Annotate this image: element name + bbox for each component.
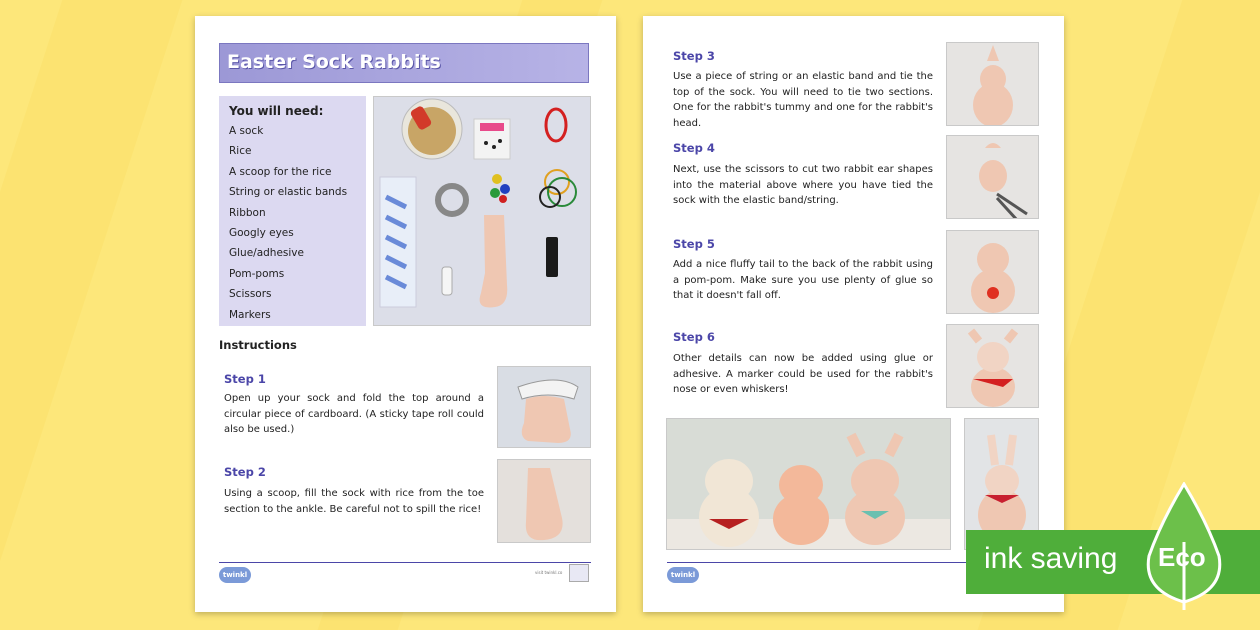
page-title: Easter Sock Rabbits xyxy=(227,51,441,73)
step-6-photo xyxy=(946,324,1039,408)
twinkl-logo: twinkl xyxy=(667,567,699,583)
materials-heading: You will need: xyxy=(229,104,324,118)
step-6-text: Other details can now be added using glue or adhesive. A marker could be used for the rabbit's nose or even whiskers! xyxy=(673,353,933,395)
instructions-heading: Instructions xyxy=(219,338,297,352)
step-6-title: Step 6 xyxy=(673,330,715,344)
step-4-title: Step 4 xyxy=(673,141,715,155)
step-5-title: Step 5 xyxy=(673,237,715,251)
step-1-text: Open up your sock and fold the top around a circular piece of cardboard. (A sticky tape roll could also be used.) xyxy=(224,393,484,435)
supplies-photo xyxy=(373,96,591,326)
mini-badge-icon xyxy=(569,564,589,582)
rabbits-group-photo xyxy=(666,418,951,550)
list-item: Pom-poms xyxy=(229,267,285,280)
document-page-left xyxy=(195,16,616,612)
twinkl-logo: twinkl xyxy=(219,567,251,583)
step-4-text: Next, use the scissors to cut two rabbit ear shapes into the material above where you have tied the sock with the elastic band/string. xyxy=(673,164,933,206)
step-3-text: Use a piece of string or an elastic band and tie the top of the sock. You will need to tie two sections. One for the rabbit's tummy and one for the rabbit's head. xyxy=(673,71,933,129)
list-item: Markers xyxy=(229,308,271,321)
eco-label: Eco xyxy=(1158,542,1206,572)
step-3-photo xyxy=(946,42,1039,126)
list-item: Glue/adhesive xyxy=(229,247,304,260)
step-2-photo xyxy=(497,459,591,543)
footer-divider xyxy=(219,562,591,563)
step-2-text: Using a scoop, fill the sock with rice from the toe section to the ankle. Be careful not to spill the rice! xyxy=(224,488,484,515)
list-item: A sock xyxy=(229,125,264,137)
step-2-title: Step 2 xyxy=(224,465,266,479)
background-stripe xyxy=(0,0,182,630)
document-page-right xyxy=(643,16,1064,612)
list-item: Ribbon xyxy=(229,206,266,219)
visit-text: visit twinkl.co xyxy=(535,570,563,575)
step-5-text: Add a nice fluffy tail to the back of the rabbit using a pom-pom. Make sure you use plenty of glue so that it doesn't fall off. xyxy=(673,259,933,301)
list-item: String or elastic bands xyxy=(229,186,348,199)
list-item: Googly eyes xyxy=(229,226,294,239)
list-item: Scissors xyxy=(229,288,272,301)
title-banner xyxy=(219,43,589,83)
list-item: Rice xyxy=(229,145,252,158)
step-5-photo xyxy=(946,230,1039,314)
step-1-title: Step 1 xyxy=(224,372,266,386)
step-3-title: Step 3 xyxy=(673,49,715,63)
step-1-photo xyxy=(497,366,591,448)
step-4-photo xyxy=(946,135,1039,219)
materials-box xyxy=(219,96,366,326)
materials-list xyxy=(229,121,347,325)
list-item: A scoop for the rice xyxy=(229,165,332,178)
ink-saving-label: ink saving xyxy=(984,542,1118,575)
